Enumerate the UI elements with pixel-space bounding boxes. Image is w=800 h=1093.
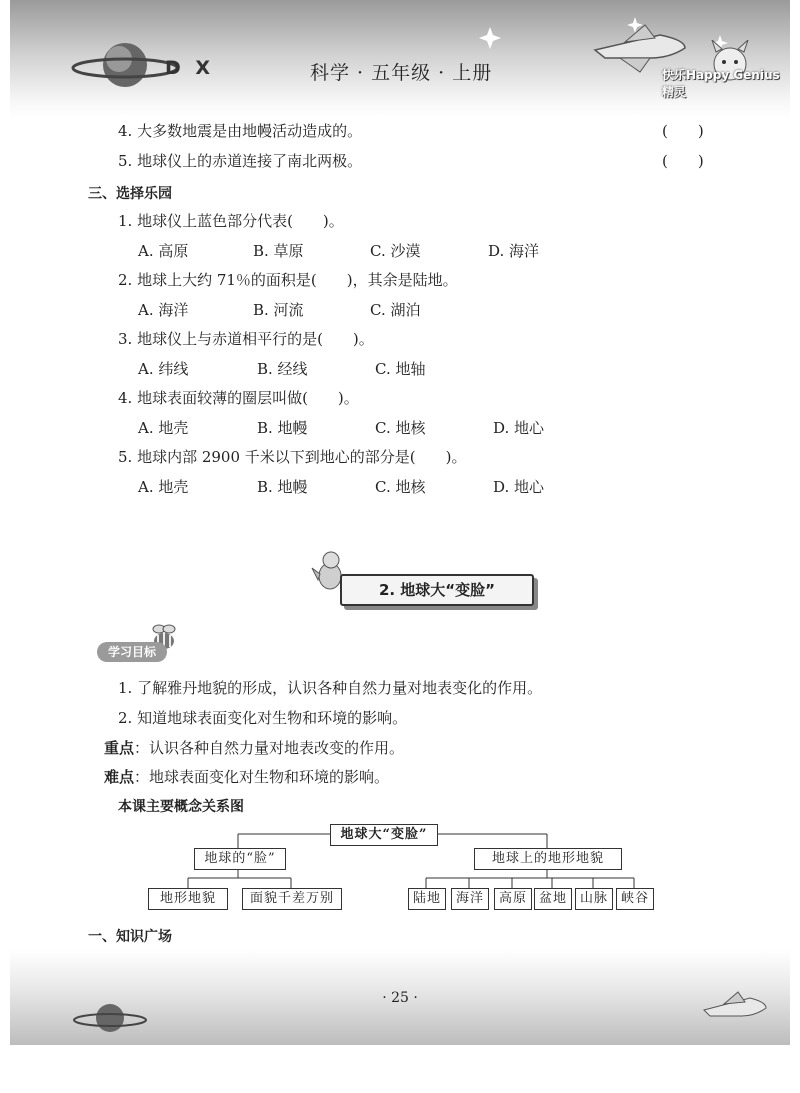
answer-paren[interactable]: ( ) — [662, 122, 704, 140]
answer-paren[interactable]: ( ) — [662, 152, 704, 170]
choice-option[interactable]: B. 河流 — [253, 301, 304, 319]
choice-option[interactable]: A. 地壳 — [138, 478, 189, 496]
choice-option[interactable]: A. 纬线 — [138, 360, 189, 378]
concept-leaf-node: 盆地 — [534, 888, 572, 910]
difficult-point-text: ：地球表面变化对生物和环境的影响。 — [134, 768, 390, 786]
concept-leaf-node: 地形地貌 — [148, 888, 228, 910]
choice-option[interactable]: D. 地心 — [493, 419, 545, 437]
difficult-point-label: 难点 — [104, 768, 135, 786]
choice-option[interactable]: B. 经线 — [257, 360, 308, 378]
concept-leaf-node: 海洋 — [451, 888, 489, 910]
page-number: · 25 · — [382, 990, 418, 1006]
choice-option[interactable]: D. 地心 — [493, 478, 545, 496]
key-point-text: ：认识各种自然力量对地表改变的作用。 — [134, 739, 405, 757]
choice-option[interactable]: A. 海洋 — [138, 301, 189, 319]
choice-option[interactable]: C. 湖泊 — [370, 301, 421, 319]
section-title-choice: 三、选择乐园 — [88, 186, 172, 202]
concept-leaf-node: 陆地 — [408, 888, 446, 910]
learning-goals-tag: 学习目标 — [97, 642, 167, 662]
judge-item-5: 5. 地球仪上的赤道连接了南北两极。 — [118, 152, 363, 170]
book-title: 科学 · 五年级 · 上册 — [310, 62, 493, 84]
brand-logo-text: 快乐Happy Genius精灵 — [662, 68, 780, 99]
choice-option[interactable]: B. 地幔 — [257, 419, 308, 437]
choice-option[interactable]: D. 海洋 — [488, 242, 540, 260]
page — [10, 0, 790, 1045]
concept-node-left: 地球的“脸” — [194, 848, 286, 870]
concept-node-right: 地球上的地形地貌 — [474, 848, 622, 870]
lesson-title-banner: 2. 地球大“变脸” — [340, 574, 534, 606]
judge-item-4: 4. 大多数地震是由地幔活动造成的。 — [118, 122, 363, 140]
choice-option[interactable]: C. 地轴 — [375, 360, 426, 378]
choice-option[interactable]: C. 地核 — [375, 419, 426, 437]
concept-map-connectors — [10, 0, 790, 1045]
concept-leaf-node: 高原 — [494, 888, 532, 910]
choice-option[interactable]: C. 沙漠 — [370, 242, 421, 260]
choice-option[interactable]: A. 高原 — [138, 242, 189, 260]
book-code: D X — [165, 57, 215, 79]
choice-question: 5. 地球内部 2900 千米以下到地心的部分是( )。 — [118, 448, 467, 466]
goal-item: 2. 知道地球表面变化对生物和环境的影响。 — [118, 709, 408, 727]
goal-item: 1. 了解雅丹地貌的形成，认识各种自然力量对地表变化的作用。 — [118, 679, 543, 697]
choice-option[interactable]: A. 地壳 — [138, 419, 189, 437]
concept-leaf-node: 山脉 — [575, 888, 613, 910]
choice-question: 3. 地球仪上与赤道相平行的是( )。 — [118, 330, 374, 348]
concept-root-node: 地球大“变脸” — [330, 824, 438, 846]
choice-question: 4. 地球表面较薄的圈层叫做( )。 — [118, 389, 359, 407]
section-title-knowledge: 一、知识广场 — [88, 929, 172, 945]
concept-leaf-node: 峡谷 — [616, 888, 654, 910]
choice-option[interactable]: B. 地幔 — [257, 478, 308, 496]
choice-option[interactable]: B. 草原 — [253, 242, 304, 260]
choice-question: 2. 地球上大约 71％的面积是( )，其余是陆地。 — [118, 271, 458, 289]
key-point-label: 重点 — [104, 739, 135, 757]
concept-map-title: 本课主要概念关系图 — [118, 799, 244, 815]
concept-leaf-node: 面貌千差万别 — [242, 888, 342, 910]
choice-option[interactable]: C. 地核 — [375, 478, 426, 496]
choice-question: 1. 地球仪上蓝色部分代表( )。 — [118, 212, 344, 230]
